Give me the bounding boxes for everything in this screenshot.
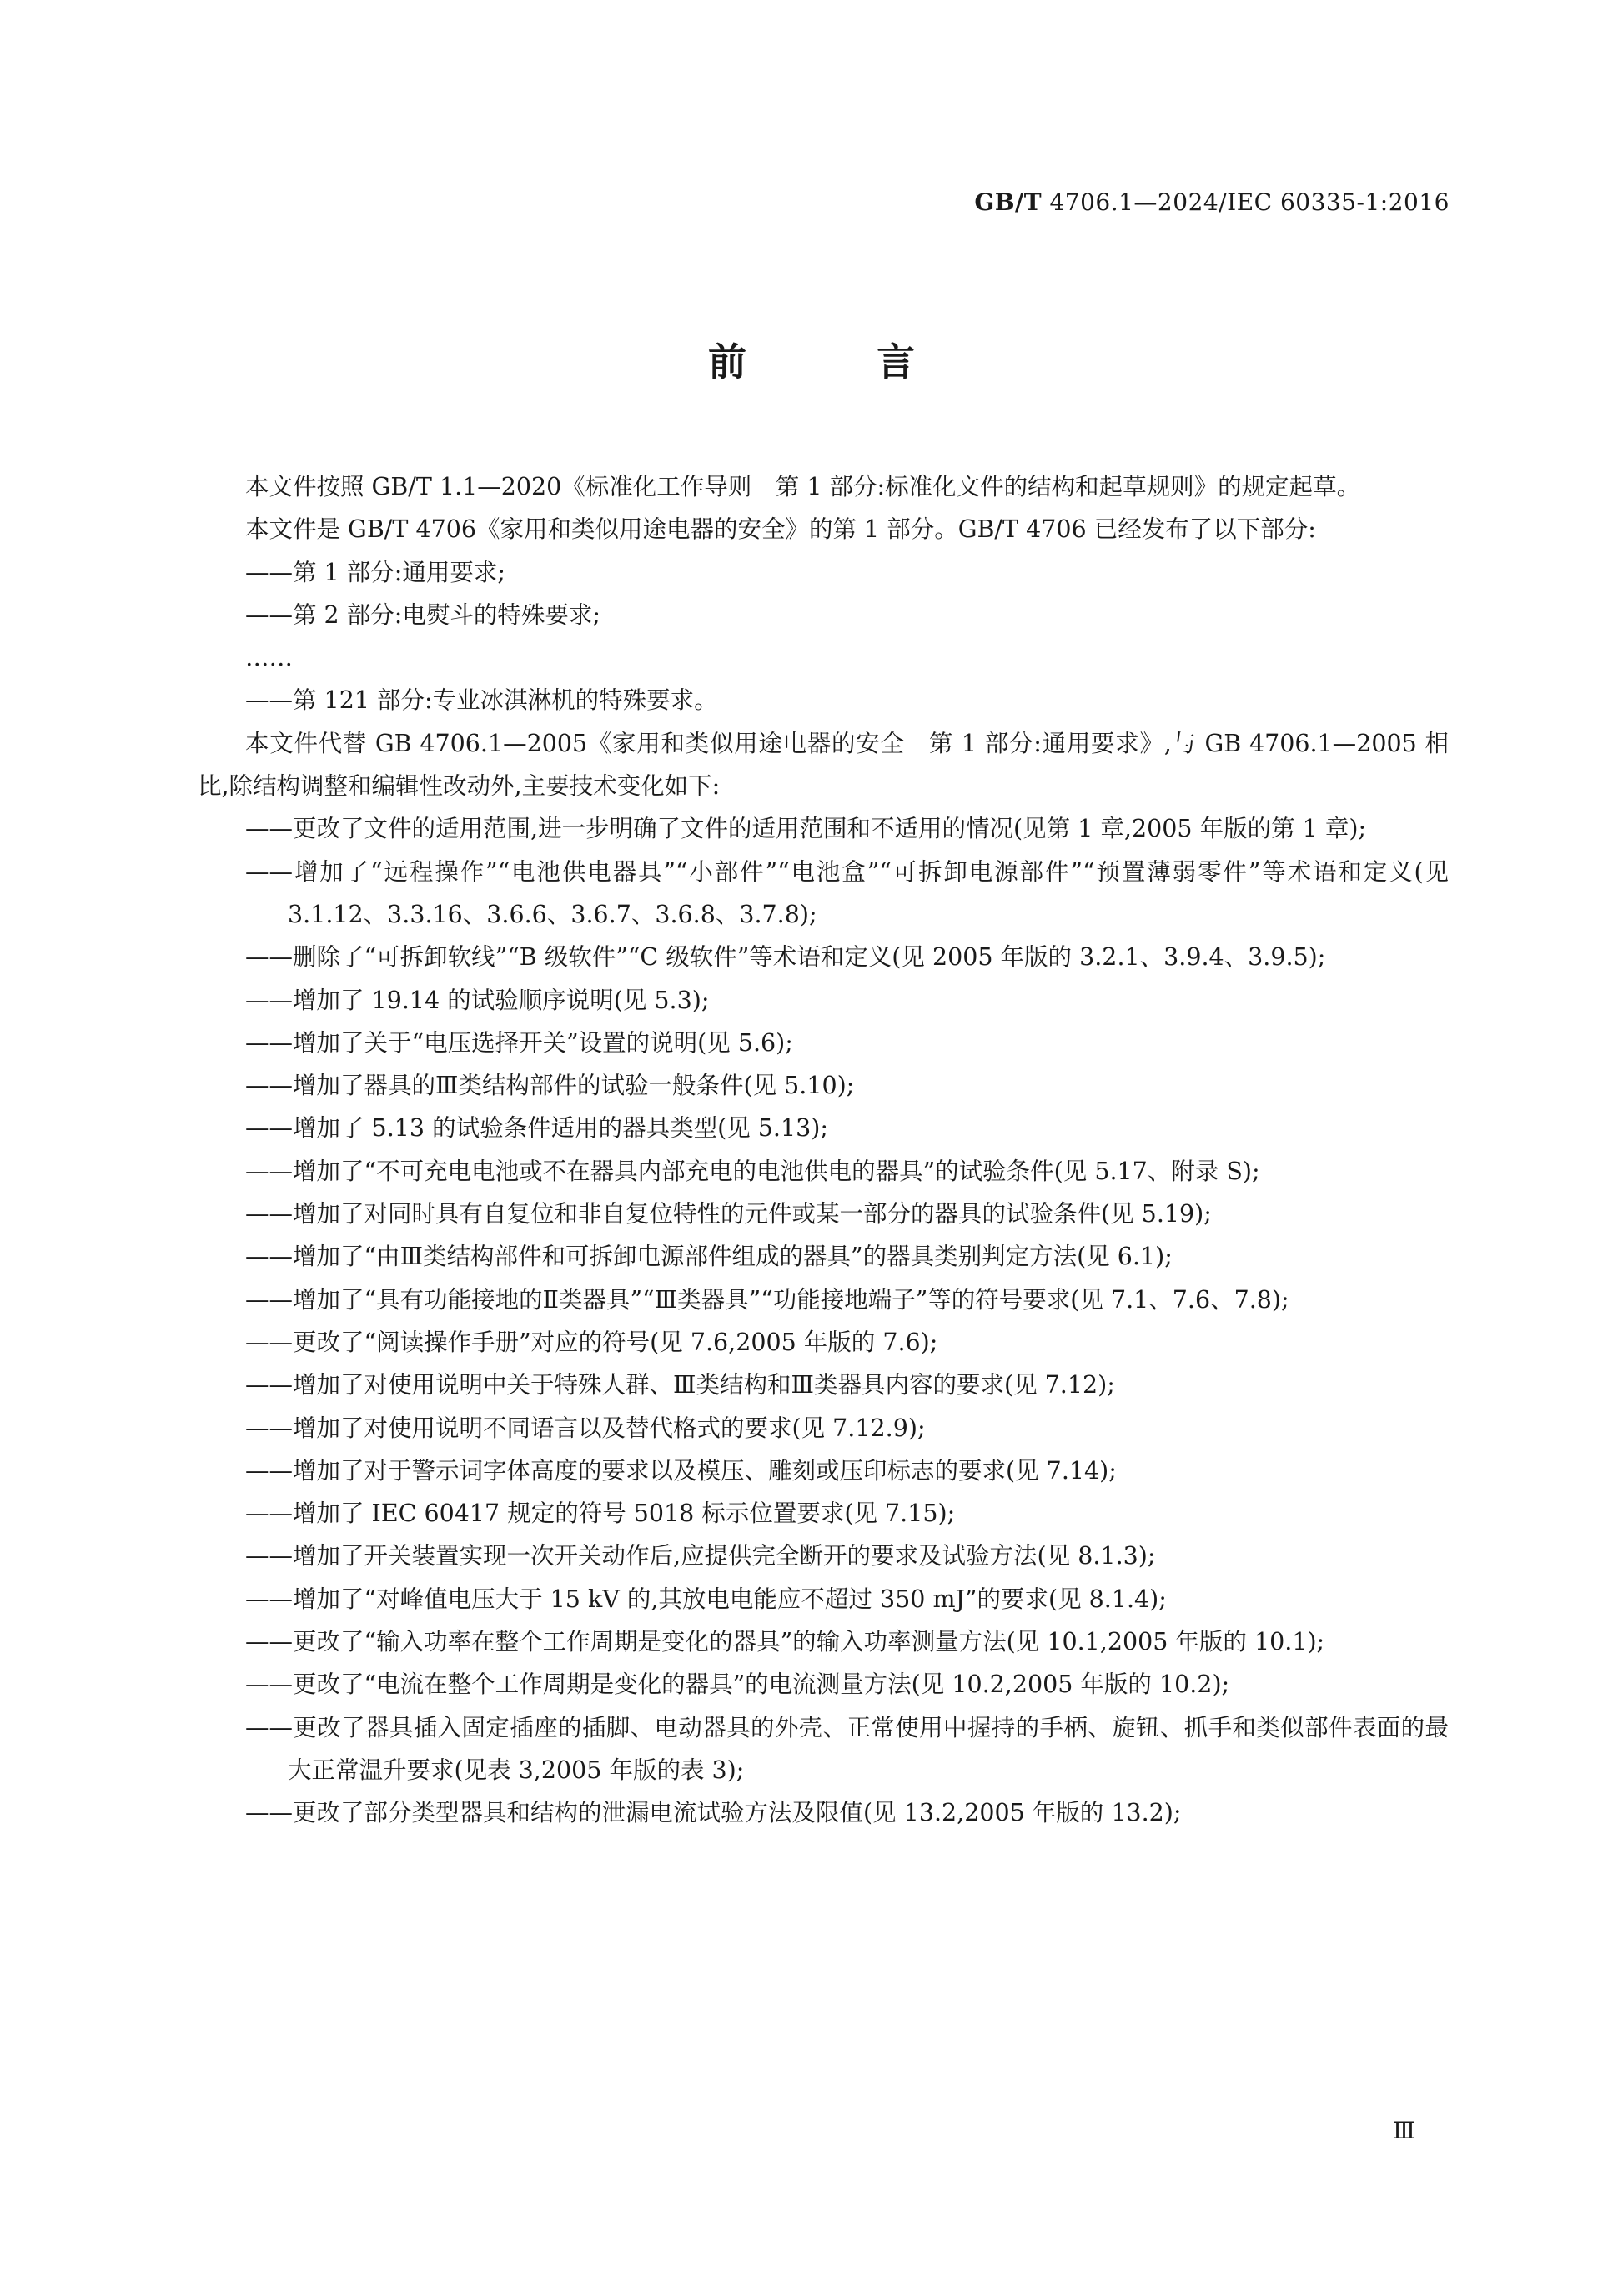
standard-code-prefix: GB/T (974, 188, 1043, 216)
change-item: ——增加了“具有功能接地的Ⅱ类器具”“Ⅲ类器具”“功能接地端子”等的符号要求(见 7.1、7.6、7.8); (245, 1285, 1289, 1314)
change-item: ——增加了对于警示词字体高度的要求以及模压、雕刻或压印标志的要求(见 7.14); (245, 1456, 1117, 1485)
standard-code (974, 188, 1450, 216)
change-item: ——增加了“由Ⅲ类结构部件和可拆卸电源部件组成的器具”的器具类别判定方法(见 6.1); (245, 1243, 1173, 1271)
page-title: 前 言 (707, 339, 973, 384)
change-item: ——增加了“远程操作”“电池供电器具”“小部件”“电池盒”“可拆卸电源部件”“预置薄弱零件”等术语和定义(见 3.1.12、3.3.16、3.6.6、3.6.7、3.6.8、3.7.8); (245, 857, 1449, 928)
page-number: Ⅲ (1393, 2117, 1416, 2144)
change-item: ——更改了文件的适用范围,进一步明确了文件的适用范围和不适用的情况(见第 1 章,2005 年版的第 1 章); (245, 815, 1367, 843)
intro-paragraph: 本文件是 GB/T 4706《家用和类似用途电器的安全》的第 1 部分。GB/T 4706 已经发布了以下部分: (245, 515, 1316, 544)
change-item: ——增加了 IEC 60417 规定的符号 5018 标示位置要求(见 7.15); (245, 1500, 956, 1528)
change-item: ——更改了“阅读操作手册”对应的符号(见 7.6,2005 年版的 7.6); (245, 1328, 938, 1356)
parts-list-item: ——第 121 部分:专业冰淇淋机的特殊要求。 (245, 686, 718, 715)
change-item: ——增加了 19.14 的试验顺序说明(见 5.3); (245, 986, 710, 1014)
intro-paragraph: 本文件按照 GB/T 1.1—2020《标准化工作导则 第 1 部分:标准化文件的结构和起草规则》的规定起草。 (245, 473, 1361, 500)
parts-list (198, 551, 1449, 722)
parts-list-item: ——第 2 部分:电熨斗的特殊要求; (245, 600, 600, 629)
change-item: ——更改了器具插入固定插座的插脚、电动器具的外壳、正常使用中握持的手柄、旋钮、抓手和类似部件表面的最大正常温升要求(见表 3,2005 年版的表 3); (245, 1713, 1449, 1784)
preface-body (198, 465, 1449, 1835)
change-item: ——增加了关于“电压选择开关”设置的说明(见 5.6); (245, 1028, 793, 1057)
standard-code-number: 4706.1—2024/IEC 60335-1:2016 (1042, 188, 1450, 216)
change-item: ——增加了器具的Ⅲ类结构部件的试验一般条件(见 5.10); (245, 1072, 855, 1100)
change-item: ——更改了“输入功率在整个工作周期是变化的器具”的输入功率测量方法(见 10.1,2005 年版的 10.1); (245, 1628, 1325, 1656)
change-item: ——更改了部分类型器具和结构的泄漏电流试验方法及限值(见 13.2,2005 年版的 13.2); (245, 1799, 1182, 1827)
change-item: ——增加了“对峰值电压大于 15 kV 的,其放电电能应不超过 350 mJ”的要求(见 8.1.4); (245, 1585, 1167, 1613)
parts-list-item: ——第 1 部分:通用要求; (245, 558, 505, 586)
change-item: ——删除了“可拆卸软线”“B 级软件”“C 级软件”等术语和定义(见 2005 年版的 3.2.1、3.9.4、3.9.5); (245, 943, 1326, 972)
changes-list (198, 807, 1449, 1834)
change-item: ——增加了对同时具有自复位和非自复位特性的元件或某一部分的器具的试验条件(见 5.19); (245, 1200, 1212, 1228)
replacement-paragraph: 本文件代替 GB 4706.1—2005《家用和类似用途电器的安全 第 1 部分:通用要求》,与 GB 4706.1—2005 相比,除结构调整和编辑性改动外,主要技术变化如下: (198, 729, 1449, 801)
change-item: ——更改了“电流在整个工作周期是变化的器具”的电流测量方法(见 10.2,2005 年版的 10.2); (245, 1671, 1230, 1699)
change-item: ——增加了对使用说明中关于特殊人群、Ⅲ类结构和Ⅲ类器具内容的要求(见 7.12); (245, 1371, 1115, 1399)
change-item: ——增加了开关装置实现一次开关动作后,应提供完全断开的要求及试验方法(见 8.1.3); (245, 1542, 1156, 1570)
change-item: ——增加了 5.13 的试验条件适用的器具类型(见 5.13); (245, 1114, 828, 1143)
change-item: ——增加了对使用说明不同语言以及替代格式的要求(见 7.12.9); (245, 1414, 926, 1442)
parts-list-item: …… (245, 644, 293, 672)
change-item: ——增加了“不可充电电池或不在器具内部充电的电池供电的器具”的试验条件(见 5.17、附录 S); (245, 1157, 1260, 1185)
